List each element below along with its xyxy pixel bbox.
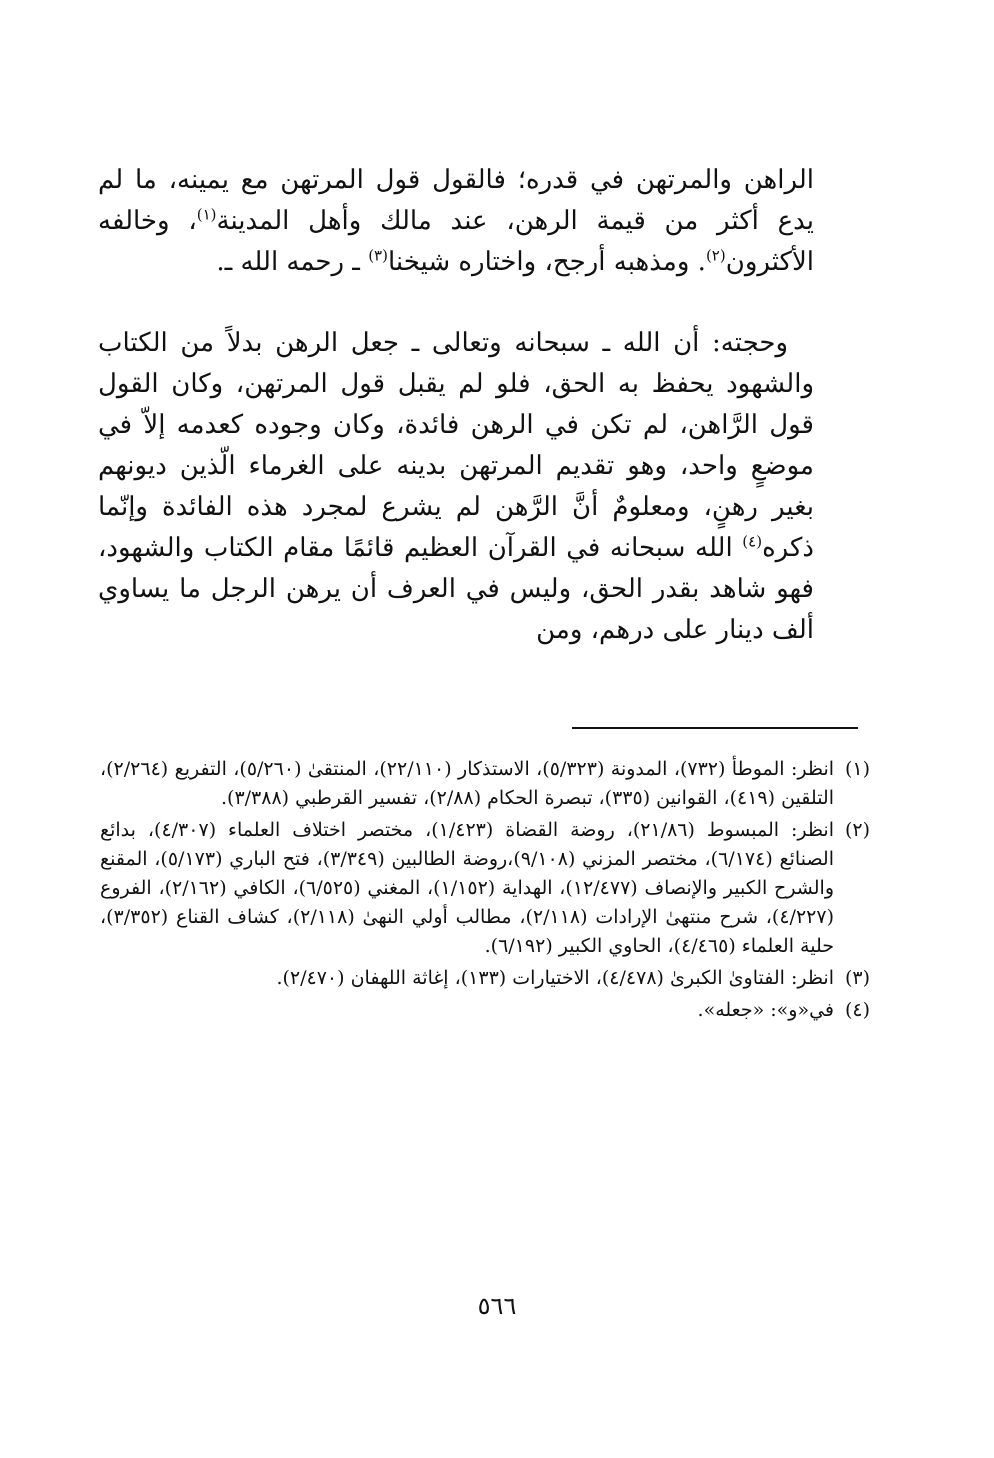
paragraph-1-text-b: ، وخالفه الأكثرون: [98, 206, 814, 277]
footnote-ref-3[interactable]: (٣): [368, 246, 388, 265]
footnote-text: انظر: المبسوط (٢١/٨٦)، روضة القضاة (١/٤٢٣)، مختصر اختلاف العلماء (٤/٣٠٧)، بدائع الصنائع (٦/١٧٤)، مختصر المزني (٩/١٠٨)،روضة الطالبين (٣/٣٤٩)، فتح الباري (٥/١٧٣)، المقنع والشرح الكبير والإنصاف (١٢/٤٧٧)، الهداية (١/١٥٢)، المغني (٦/٥٢٥)، الكافي (٢/١٦٢)، الفروع (٤/٢٢٧)، شرح منتهىٰ الإرادات (٢/١١٨)، مطالب أولي النهىٰ (٢/١١٨)، كشاف القناع (٣/٣٥٢)، حلية العلماء (٤/٤٦٥)، الحاوي الكبير (٦/١٩٢).: [100, 819, 835, 957]
footnote-text: انظر: الموطأ (٧٣٢)، المدونة (٥/٣٢٣)، الاستذكار (٢٢/١١٠)، المنتقىٰ (٥/٢٦٠)، التفريع (٢/٢٦٤)، التلقين (٤١٩)، القوانين (٣٣٥)، تبصرة الحكام (٢/٨٨)، تفسير القرطبي (٣/٣٨٨).: [100, 758, 835, 809]
footnote-2: [100, 816, 870, 961]
paragraph-1-text-a: الراهن والمرتهن في قدره؛ فالقول قول المرتهن مع يمينه، ما لم يدع أكثر من قيمة الرهن، عند مالك وأهل المدينة: [98, 165, 814, 236]
paragraph-1-text-c: . ومذهبه أرجح، واختاره شيخنا: [387, 247, 706, 277]
paragraph-2-text-a: وحجته: أن الله ـ سبحانه وتعالى ـ جعل الرهن بدلاً من الكتاب والشهود يحفظ به الحق، فلو لم يقبل قول المرتهن، وكان القول قول الرَّاهن، لم تكن في الرهن فائدة، وكان وجوده كعدمه إلاّ في موضعٍ واحد، وهو تقديم المرتهن بدينه على الغرماء الّذين ديونهم بغير رهنٍ، ومعلومٌ أنَّ الرَّهن لم يشرع لمجرد هذه الفائدة وإنّما ذكره: [98, 328, 814, 563]
footnote-ref-2[interactable]: (٢): [705, 246, 726, 265]
footnote-text: في«و»: «جعله».: [697, 999, 834, 1021]
page-number: ٥٦٦: [477, 1292, 517, 1320]
paragraph-2: [98, 323, 814, 651]
footnote-number: (٣): [844, 967, 870, 989]
paragraph-1: [98, 160, 814, 283]
footnote-3: [100, 964, 870, 993]
main-text: [98, 160, 814, 651]
paragraph-1-text-d: ـ رحمه الله ـ.: [216, 247, 369, 277]
footnote-text: انظر: الفتاوىٰ الكبرىٰ (٤/٤٧٨)، الاختيارات (١٣٣)، إغاثة اللهفان (٢/٤٧٠).: [276, 967, 834, 989]
footnote-number: (٤): [844, 999, 870, 1021]
footnote-4: [100, 996, 870, 1025]
paragraph-2-text-b: الله سبحانه في القرآن العظيم قائمًا مقام الكتاب والشهود، فهو شاهد بقدر الحق، وليس في العرف أن يرهن الرجل ما يساوي ألف دينار على درهم، ومن: [98, 533, 814, 645]
footnotes: [100, 755, 870, 1028]
footnote-ref-4[interactable]: (٤): [742, 532, 763, 551]
footnote-number: (٢): [844, 819, 870, 841]
footnote-number: (١): [844, 758, 870, 780]
footnote-1: [100, 755, 870, 813]
footnote-separator: [572, 727, 858, 729]
footnote-ref-1[interactable]: (١): [196, 205, 217, 224]
